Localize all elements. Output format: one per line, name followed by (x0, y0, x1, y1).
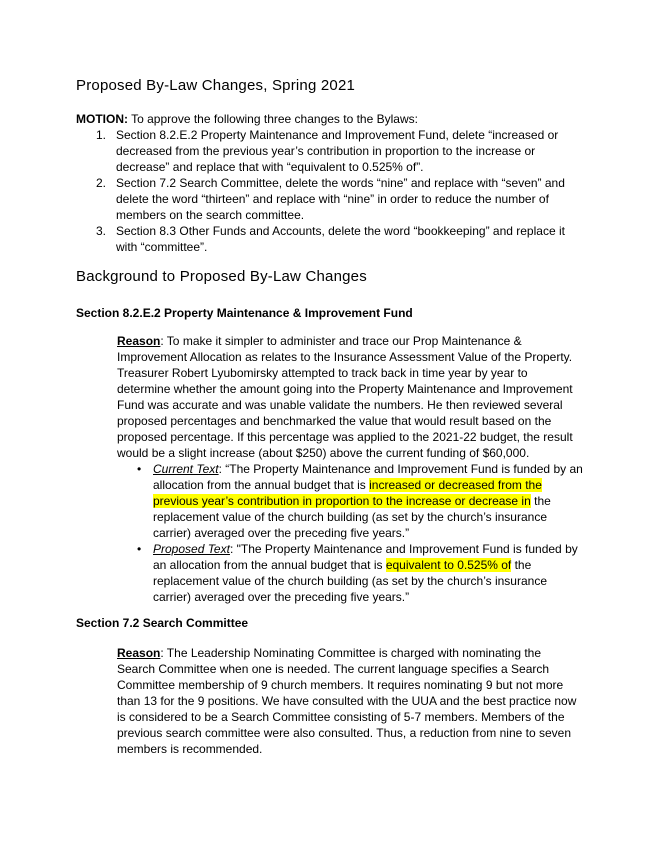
motion-label: MOTION: (76, 112, 128, 126)
text-comparison-list (135, 461, 585, 605)
reason-label: Reason (117, 334, 161, 348)
section-heading-property: Section 8.2.E.2 Property Maintenance & Improvement Fund (76, 306, 413, 320)
list-item (135, 461, 585, 541)
list-item (96, 175, 576, 223)
page-title: Proposed By-Law Changes, Spring 2021 (76, 77, 356, 94)
motion-list (96, 127, 576, 255)
current-text-label: Current Text (153, 462, 219, 476)
proposed-text-label: Proposed Text (153, 542, 230, 556)
proposed-text-pre: : "The Property Maintenance and Improvement Fund is funded by an allocation from the annual budget that is (153, 542, 578, 572)
section-heading-search: Section 7.2 Search Committee (76, 616, 249, 630)
list-item (96, 223, 576, 255)
list-number: 3. (96, 224, 107, 238)
list-number: 2. (96, 176, 107, 190)
current-text-post: the replacement value of the church building (as set by the church’s insurance carrier) averaged over the preceding five years.” (153, 494, 551, 540)
list-item (96, 127, 576, 175)
bullet-icon: • (137, 462, 142, 476)
bullet-icon: • (137, 542, 142, 556)
background-heading: Background to Proposed By-Law Changes (76, 268, 367, 285)
motion-intro (76, 111, 576, 127)
reason-text: : The Leadership Nominating Committee is charged with nominating the Search Committee when one is needed. The current language specifies a Search Committee membership of 9 church members. It requires nominating 9 but not more than 13 for the 9 positions. We have consulted with the UUA and the best practice now is considered to be a Search Committee consisting of 5-7 members. Members of the previous search committee were also consulted. Thus, a reduction from nine to seven members is recommended. (117, 646, 577, 756)
reason-paragraph-search (117, 645, 579, 757)
current-text-highlight: increased or decreased from the previous year’s contribution in proportion to the increase or decrease in (153, 478, 542, 508)
list-item (135, 541, 585, 605)
proposed-text-post: the replacement value of the church building (as set by the church’s insurance carrier) averaged over the preceding five years.” (153, 558, 548, 604)
reason-label: Reason (117, 646, 161, 660)
current-text-pre: : “The Property Maintenance and Improvement Fund is funded by an allocation from the annual budget that is (153, 462, 583, 492)
list-item-text: Section 8.2.E.2 Property Maintenance and Improvement Fund, delete “increased or decreased from the previous year’s contribution in proportion to the increase or decrease” and replace that with “equivalent to 0.525% of”. (116, 128, 559, 174)
list-item-text: Section 8.3 Other Funds and Accounts, delete the word “bookkeeping” and replace it with “committee”. (116, 224, 565, 254)
list-item-text: Section 7.2 Search Committee, delete the words “nine” and replace with “seven” and delete the word “thirteen” and replace with “nine” in order to reduce the number of members on the search committee. (116, 176, 565, 222)
reason-paragraph-property (117, 333, 579, 461)
proposed-text-highlight: equivalent to 0.525% of (385, 558, 512, 572)
motion-text: To approve the following three changes to the Bylaws: (128, 112, 418, 126)
reason-text: : To make it simpler to administer and trace our Prop Maintenance & Improvement Allocation as relates to the Insurance Assessment Value of the Property. Treasurer Robert Lyubomirsky attempted to track back in time year by year to determine whether the amount going into the Property Maintenance and Improvement Fund was accurate and was unable validate the numbers. He then reviewed several proposed percentages and benchmarked the value that would result based on the proposed percentage. If this percentage was applied to the 2021-22 budget, the result would be a slight increase (about $250) above the current funding of $60,000. (117, 334, 573, 460)
list-number: 1. (96, 128, 107, 142)
